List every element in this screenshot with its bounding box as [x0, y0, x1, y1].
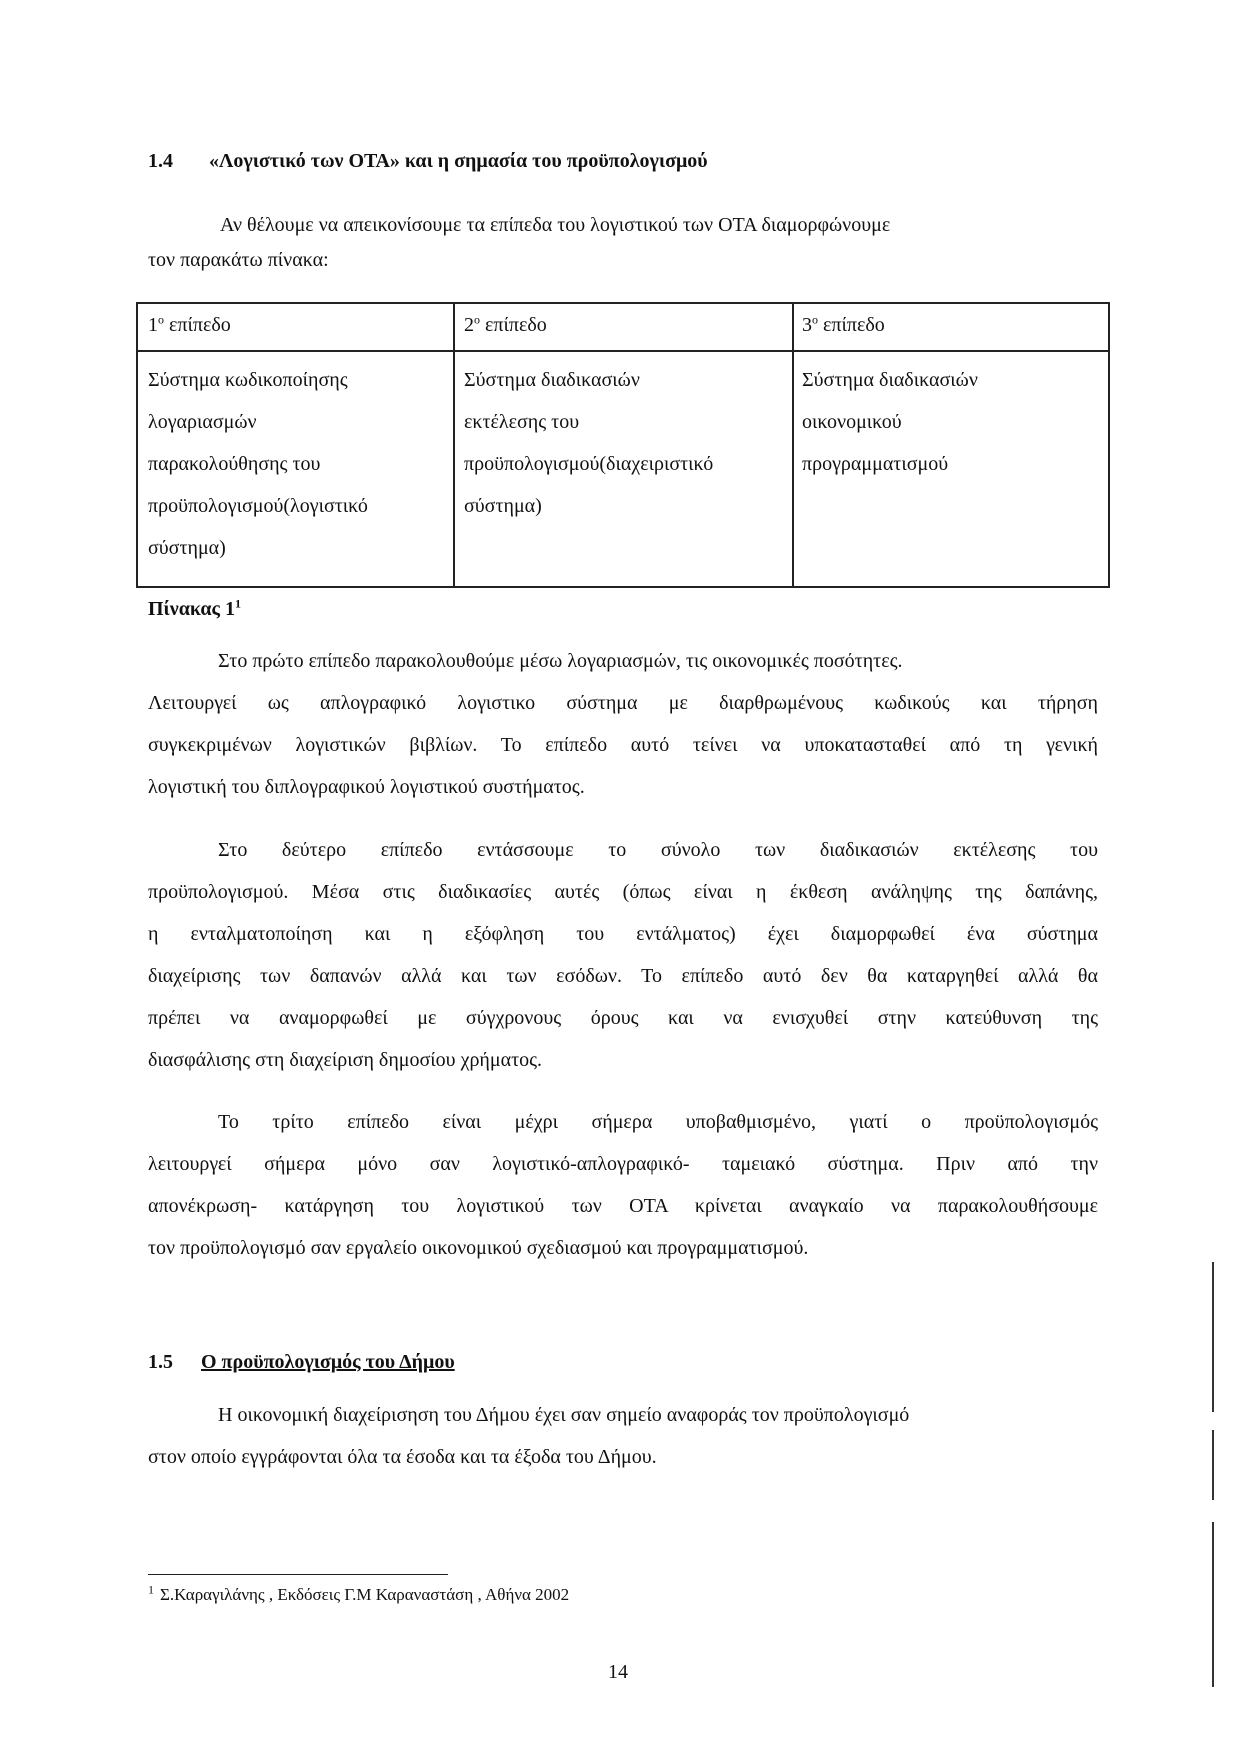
footnote-reference: 1: [234, 596, 241, 611]
page-number: 14: [608, 1661, 628, 1683]
table-caption: Πίνακας $1^1$: [148, 596, 241, 620]
table-header-level-1: $1^o$ επίπεδο: [148, 312, 231, 336]
table-header-level-3: $3^o$ επίπεδο: [802, 312, 885, 336]
section-heading-1-4: [148, 150, 708, 173]
section-number: 1.5: [148, 1351, 173, 1373]
footnote-separator: [148, 1574, 448, 1575]
section-number: 1.4: [148, 150, 173, 172]
section-heading-1-5: [148, 1351, 455, 1374]
intro-line-2: τον παρακάτω πίνακα:: [148, 249, 329, 271]
table-header-divider: [138, 350, 1108, 352]
paragraph-third-level: Το τρίτο επίπεδο είναι μέχρι σήμερα υποβαθμισμένο, γιατί ο προϋπολογισμός λειτουργεί σήμερα μόνο σαν λογιστικό-απλογραφικό- ταμειακό σύστημα. Πριν από την απονέκρωση- κατάργηση του λογιστικού των ΟΤΑ κρίνεται αναγκαίο να παρακολουθήσουμε τον προϋπολογισμό σαν εργαλείο οικονομικού σχεδιασμού και προγραμματισμού.: [148, 1111, 1098, 1259]
levels-table: [136, 302, 1110, 588]
paragraph-second-level: Στο δεύτερο επίπεδο εντάσσουμε το σύνολο των διαδικασιών εκτέλεσης του προϋπολογισμού. Μέσα στις διαδικασίες αυτές (όπως είναι η έκθεση ανάληψης της δαπάνης, η ενταλματοποίηση και η εξόφληση του εντάλματος) έχει διαμορφωθεί ένα σύστημα διαχείρισης των δαπανών αλλά και των εσόδων. Το επίπεδο αυτό δεν θα καταργηθεί αλλά θα πρέπει να αναμορφωθεί με σύγχρονους όρους και να ενισχυθεί στην κατεύθυνση της διασφάλισης στη διαχείριση δημοσίου χρήματος.: [148, 839, 1098, 1071]
section-title: Ο προϋπολογισμός του Δήμου: [201, 1351, 455, 1373]
intro-line-1: Αν θέλουμε να απεικονίσουμε τα επίπεδα του λογιστικού των ΟΤΑ διαμορφώνουμε: [220, 214, 891, 236]
table-cell-level-3: Σύστημα διαδικασιών οικονομικού προγραμματισμού: [802, 369, 978, 475]
scan-edge-line: [1212, 1522, 1214, 1687]
table-header-level-2: $2^o$ επίπεδο: [464, 312, 547, 336]
table-cell-level-1: Σύστημα κωδικοποίησης λογαριασμών παρακολούθησης του προϋπολογισμού(λογιστικό σύστημα): [148, 369, 368, 559]
table-column-divider: [453, 304, 455, 586]
table-column-divider: [792, 304, 794, 586]
section-title: «Λογιστικό των ΟΤΑ» και η σημασία του προϋπολογισμού: [209, 150, 708, 172]
table-cell-level-2: Σύστημα διαδικασιών εκτέλεσης του προϋπολογισμού(διαχειριστικό σύστημα): [464, 369, 714, 517]
footnote: $^1$ Σ.Καραγιλάνης , Εκδόσεις Γ.Μ Καραναστάση , Αθήνα 2002: [148, 1582, 570, 1604]
paragraph-municipal-budget: Η οικονομική διαχείρισηση του Δήμου έχει σαν σημείο αναφοράς τον προϋπολογισμό στον οποίο εγγράφονται όλα τα έσοδα και τα έξοδα του Δήμου.: [148, 1404, 910, 1468]
scan-edge-line: [1212, 1430, 1214, 1500]
scan-edge-line: [1212, 1262, 1214, 1412]
paragraph-first-level: Στο πρώτο επίπεδο παρακολουθούμε μέσω λογαριασμών, τις οικονομικές ποσότητες. Λειτουργεί ως απλογραφικό λογιστικο σύστημα με διαρθρωμένους κωδικούς και τήρηση συγκεκριμένων λογιστικών βιβλίων. Το επίπεδο αυτό τείνει να υποκατασταθεί από τη γενική λογιστική του διπλογραφικού λογιστικού συστήματος.: [148, 650, 1098, 798]
